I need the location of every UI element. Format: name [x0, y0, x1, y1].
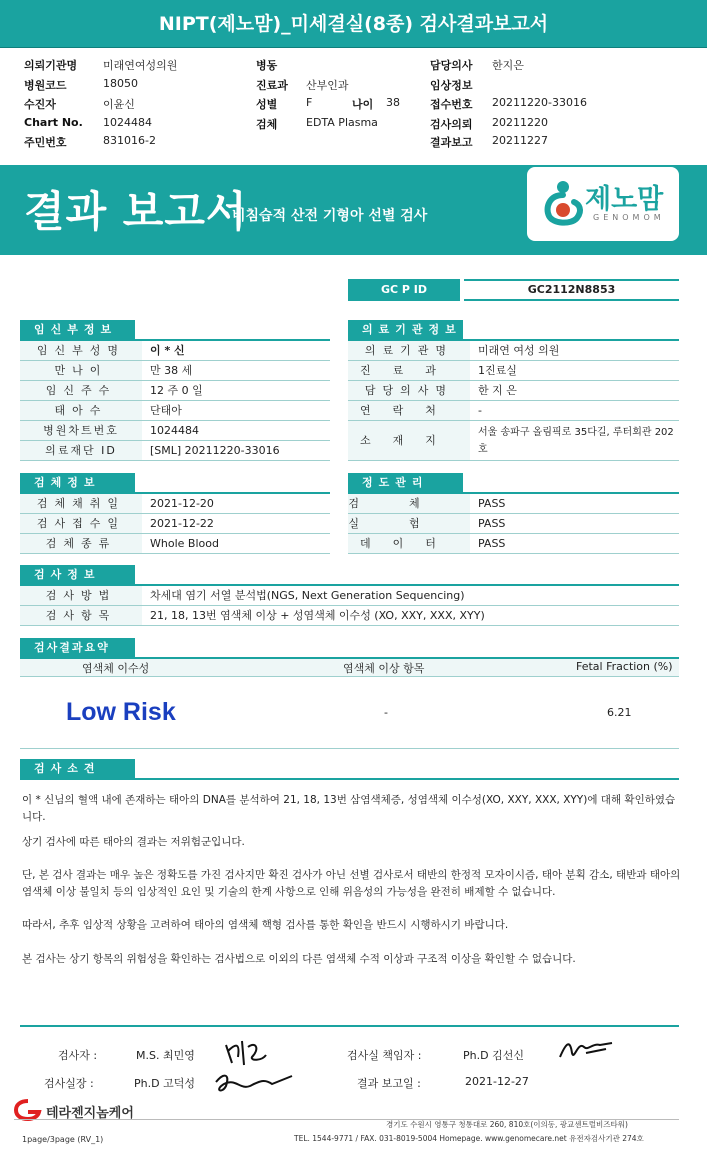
- specimen-label: 검체: [256, 118, 278, 131]
- row-value: PASS: [478, 537, 506, 550]
- id-value: 831016-2: [103, 134, 156, 147]
- finding-paragraph: 본 검사는 상기 항목의 위험성을 확인하는 검사법으로 이외의 다른 염색체 수적 이상과 구조적 이상을 확인할 수 없습니다.: [22, 953, 576, 965]
- report-date-label: 결과보고: [430, 136, 473, 149]
- findings-section-title: 검사소견: [20, 759, 135, 778]
- table-row: [20, 341, 330, 361]
- row-value: -: [478, 404, 482, 417]
- specimen-table: [20, 492, 330, 550]
- table-row: [348, 341, 679, 361]
- code-value: 18050: [103, 77, 138, 90]
- footer-address: 경기도 수원시 영통구 청통대로 260, 810호(이의동, 광교센트럴비즈타워): [386, 1120, 628, 1129]
- row-label: 검사접수일: [20, 514, 142, 533]
- finding-paragraph: 따라서, 추후 임상적 상황을 고려하여 태아의 염색체 핵형 검사를 통한 확인을 반드시 시행하시기 바랍니다.: [22, 919, 509, 931]
- id-label: 주민번호: [24, 136, 67, 149]
- table-row: [348, 534, 679, 554]
- table-row: [20, 494, 330, 514]
- row-value: 12 주 0 일: [150, 384, 203, 397]
- row-label: 데이터: [348, 534, 470, 553]
- table-row: [348, 381, 679, 401]
- row-value: 1024484: [150, 424, 199, 437]
- qc-table: [348, 492, 679, 550]
- summary-col3: Fetal Fraction (%): [576, 660, 673, 673]
- finding-paragraph: 상기 검사에 따른 태아의 결과는 저위험군입니다.: [22, 836, 245, 848]
- report-value: 2021-12-27: [465, 1075, 529, 1088]
- row-value: [SML] 20211220-33016: [150, 444, 280, 457]
- row-value: 2021-12-22: [150, 517, 214, 530]
- table-row: [348, 494, 679, 514]
- row-label: 실험: [348, 514, 470, 533]
- row-value: 2021-12-20: [150, 497, 214, 510]
- row-value: 단태아: [150, 404, 182, 417]
- row-value: 한 지 은: [478, 384, 517, 397]
- dept-value: 산부인과: [306, 79, 349, 92]
- row-label: 임신부성명: [20, 341, 142, 360]
- row-label: 병원차트번호: [20, 421, 142, 440]
- table-row: [348, 421, 679, 461]
- row-value: Whole Blood: [150, 537, 219, 550]
- table-row: [20, 361, 330, 381]
- company-name: 테라젠지놈케어: [46, 1106, 134, 1121]
- finding-paragraph: 단, 본 검사 결과는 매우 높은 정확도를 가진 검사지만 확진 검사가 아닌 선별 검사로서 태반의 한정적 모자이시즘, 태아 분획 감소, 태반과 태아의 염색체 이상 불일치 등의 임상적인 요인 및 기술의 한계 사항으로 인해 위음성의 가능성을 완전히 배제할 수 없습니다.: [22, 869, 681, 898]
- fraction-value: 6.21: [607, 706, 632, 719]
- banner-subtitle: 비침습적 산전 기형아 선별 검사: [232, 208, 428, 224]
- table-row: [20, 534, 330, 554]
- director-label: 검사실장 :: [44, 1077, 94, 1090]
- genomom-logo-icon: [541, 178, 585, 226]
- row-label: 검사항목: [20, 606, 142, 625]
- row-value: 서울 송파구 올림픽로 35다길, 루터회관 202호: [478, 427, 674, 455]
- signature-divider: [20, 1025, 679, 1027]
- table-row: [20, 381, 330, 401]
- summary-header: [20, 657, 679, 677]
- hospital-label: 의뢰기관명: [24, 59, 78, 72]
- table-row: [20, 586, 679, 606]
- summary-divider: [20, 748, 679, 749]
- logo-english: GENOMOM: [593, 213, 665, 222]
- report-label: 결과 보고일 :: [357, 1077, 421, 1090]
- director-value: Ph.D 고덕성: [134, 1077, 195, 1090]
- table-row: [348, 514, 679, 534]
- row-value: 1진료실: [478, 364, 517, 377]
- lab-head-value: Ph.D 김선신: [463, 1049, 524, 1062]
- row-label: 검체: [348, 494, 470, 513]
- findings-divider: [20, 778, 679, 780]
- qc-section-title: 정도관리: [348, 473, 463, 492]
- table-row: [20, 606, 679, 626]
- sex-value: F: [306, 96, 313, 109]
- report-date-value: 20211227: [492, 134, 548, 147]
- patient-value: 이윤신: [103, 98, 135, 111]
- row-label: 검사방법: [20, 586, 142, 605]
- table-row: [348, 361, 679, 381]
- terragen-logo-icon: [14, 1099, 44, 1121]
- row-label: 임신주수: [20, 381, 142, 400]
- gcpid-label: GC P ID: [348, 279, 460, 301]
- finding-paragraph: 이 * 신님의 혈액 내에 존재하는 태아의 DNA를 분석하여 21, 18, 13번 삼염색체증, 성염색체 이수성(XO, XXY, XXX, XYY)에 대해 확인하였습니다.: [22, 794, 676, 823]
- summary-col1: 염색체 이수성: [82, 662, 150, 675]
- req-date-label: 검사의뢰: [430, 118, 473, 131]
- logo-name: 제노맘: [585, 184, 664, 215]
- test-section-title: 검사정보: [20, 565, 135, 584]
- receipt-value: 20211220-33016: [492, 96, 587, 109]
- tester-label: 검사자 :: [58, 1049, 98, 1062]
- row-label: 검체채취일: [20, 494, 142, 513]
- doctor-value: 한지은: [492, 59, 524, 72]
- row-value: PASS: [478, 497, 506, 510]
- row-value: 만 38 세: [150, 364, 193, 377]
- specimen-section-title: 검체정보: [20, 473, 135, 492]
- doctor-label: 담당의사: [430, 59, 473, 72]
- genomom-logo: [527, 167, 679, 241]
- footer-contact: TEL. 1544-9771 / FAX. 031-8019-5004 Homepage. www.genomecare.net 유전자검사기관 274호: [294, 1134, 644, 1143]
- title-bar: [0, 0, 707, 48]
- test-table: [20, 584, 679, 622]
- patient-label: 수진자: [24, 98, 56, 111]
- abnormal-value: -: [384, 706, 388, 719]
- banner-title: 결과 보고서: [24, 187, 248, 236]
- report-title: NIPT(제노맘)_미세결실(8종) 검사결과보고서: [158, 13, 549, 35]
- age-value: 38: [386, 96, 400, 109]
- row-label: 소재지: [348, 421, 470, 460]
- table-row: [20, 401, 330, 421]
- tester-value: M.S. 최민영: [136, 1049, 195, 1062]
- table-row: [20, 441, 330, 461]
- row-label: 태아수: [20, 401, 142, 420]
- mother-section-title: 임신부정보: [20, 320, 135, 339]
- summary-col2: 염색체 이상 항목: [343, 662, 425, 675]
- table-row: [20, 421, 330, 441]
- institution-section-title: 의료기관정보: [348, 320, 463, 339]
- specimen-value: EDTA Plasma: [306, 116, 378, 129]
- gcpid-value: GC2112N8853: [464, 279, 679, 301]
- sex-label: 성별: [256, 98, 278, 111]
- hospital-value: 미래연여성의원: [103, 59, 178, 72]
- clinical-label: 임상정보: [430, 79, 473, 92]
- row-value: 21, 18, 13번 염색체 이상 + 성염색체 이수성 (XO, XXY, XXX, XYY): [150, 609, 485, 622]
- row-label: 담당의사명: [348, 381, 470, 400]
- age-label: 나이: [352, 98, 374, 111]
- dept-label: 진료과: [256, 79, 288, 92]
- chart-label: Chart No.: [24, 116, 83, 129]
- row-label: 연락처: [348, 401, 470, 420]
- director-signature: [210, 1064, 296, 1098]
- row-value: 이 * 신: [150, 344, 185, 357]
- row-label: 의료재단 ID: [20, 441, 142, 460]
- row-label: 진료과: [348, 361, 470, 380]
- row-label: 만나이: [20, 361, 142, 380]
- chart-value: 1024484: [103, 116, 152, 129]
- row-label: 의료기관명: [348, 341, 470, 360]
- row-label: 검체종류: [20, 534, 142, 553]
- page-number: 1page/3page (RV_1): [22, 1135, 104, 1144]
- receipt-label: 접수번호: [430, 98, 473, 111]
- code-label: 병원코드: [24, 79, 67, 92]
- lab-head-label: 검사실 책임자 :: [347, 1049, 422, 1062]
- summary-section-title: 검사결과요약: [20, 638, 135, 657]
- mother-table: [20, 339, 330, 457]
- row-value: 차세대 염기 서열 분석법(NGS, Next Generation Sequencing): [150, 589, 465, 602]
- ward-label: 병동: [256, 59, 278, 72]
- req-date-value: 20211220: [492, 116, 548, 129]
- row-value: PASS: [478, 517, 506, 530]
- table-row: [20, 514, 330, 534]
- risk-result: Low Risk: [66, 698, 176, 726]
- lab-head-signature: [556, 1033, 616, 1063]
- row-value: 미래연 여성 의원: [478, 344, 560, 357]
- table-row: [348, 401, 679, 421]
- institution-table: [348, 339, 679, 455]
